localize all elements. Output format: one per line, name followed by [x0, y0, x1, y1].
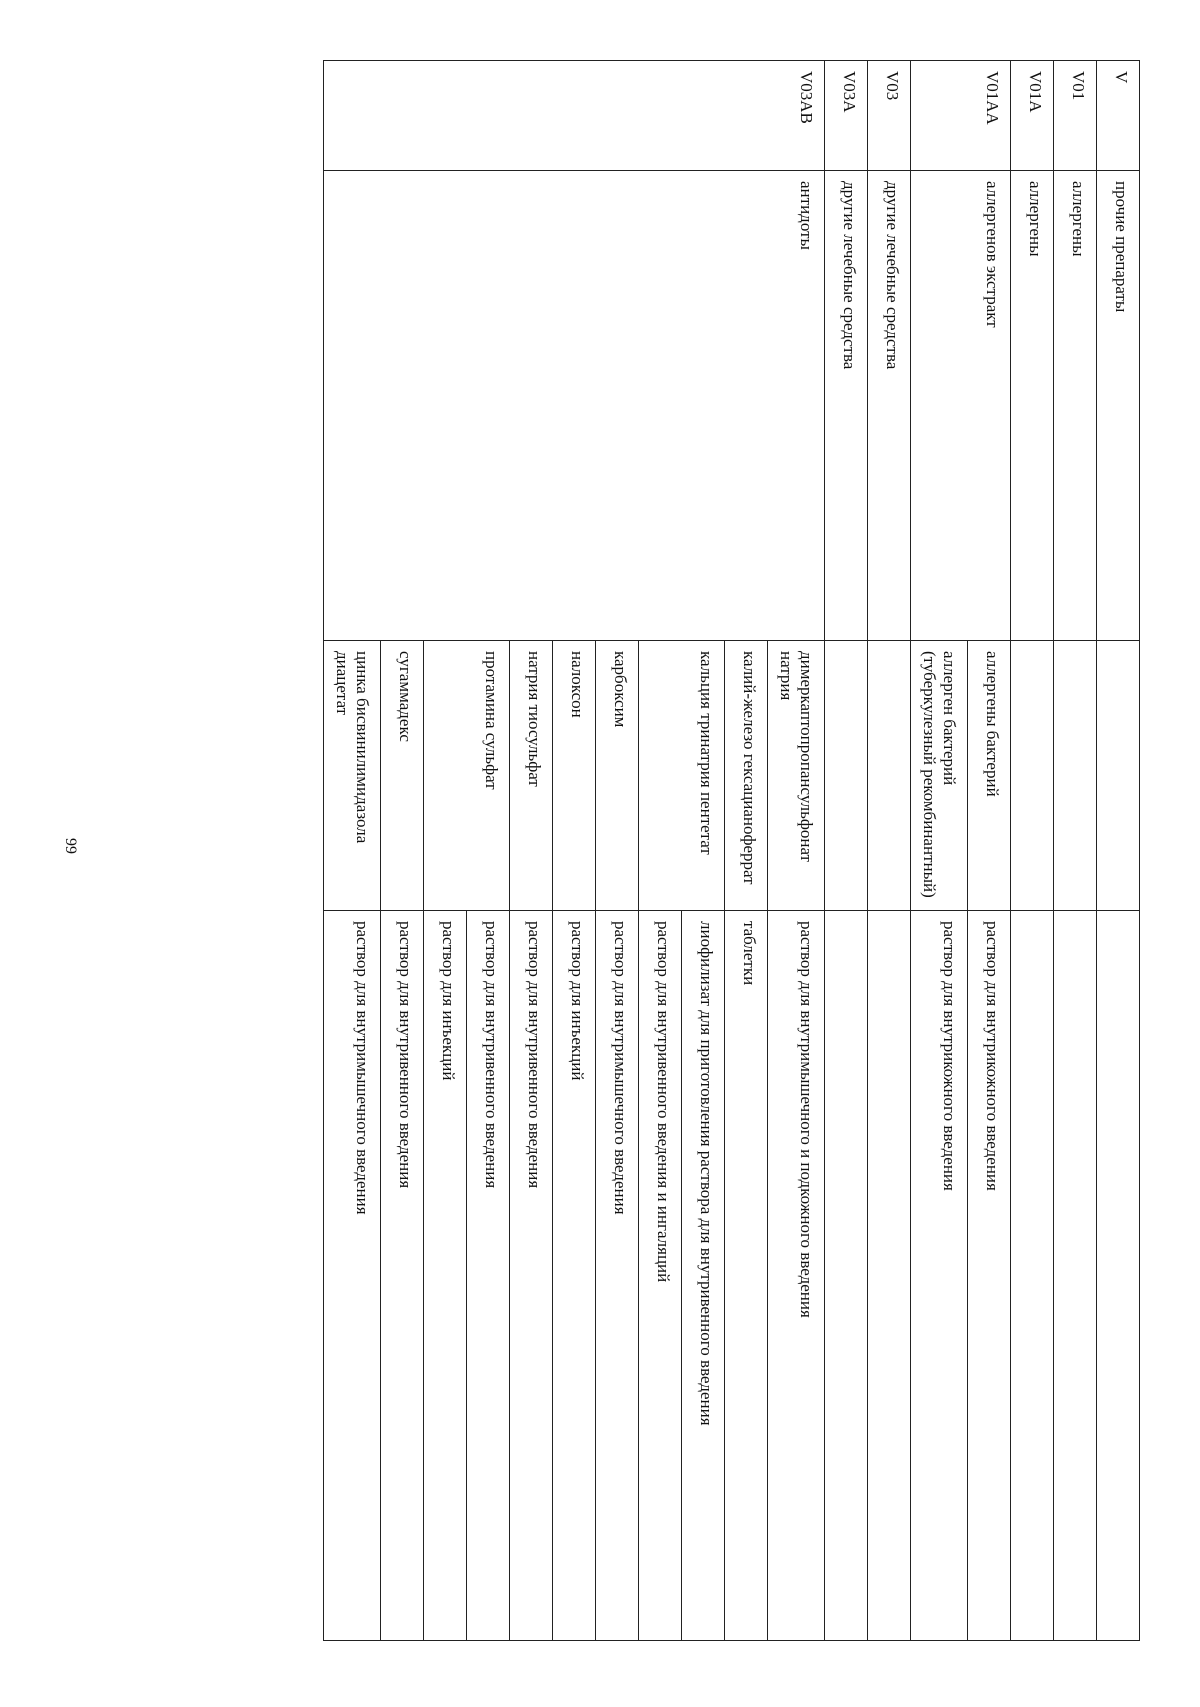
atc-code: V01AA [911, 61, 1011, 171]
drug-name: кальция тринатрия пентетат [639, 641, 725, 911]
atc-group: аллергены [1011, 171, 1054, 641]
dosage-form: лиофилизат для приготовления раствора для внутривенного введения [682, 911, 725, 1641]
dosage-form: раствор для внутривенного введения [467, 911, 510, 1641]
atc-code: V03A [825, 61, 868, 171]
table-row [1054, 61, 1097, 1641]
drug-name: аллергены бактерий [968, 641, 1011, 911]
drug-name: налоксон [553, 641, 596, 911]
dosage-form: раствор для внутрикожного введения [968, 911, 1011, 1641]
drug-name: цинка бисвинилимидазола диацетат [324, 641, 381, 911]
atc-code: V03AB [324, 61, 825, 171]
table-row [968, 61, 1011, 1641]
atc-code: V01A [1011, 61, 1054, 171]
dosage-form: раствор для внутривенного введения и ингаляций [639, 911, 682, 1641]
dosage-form: раствор для внутрикожного введения [911, 911, 968, 1641]
drug-name: аллерген бактерий (туберкулезный рекомбинантный) [911, 641, 968, 911]
atc-code: V03 [868, 61, 911, 171]
drug-table [323, 60, 1140, 1641]
table-row [768, 61, 825, 1641]
drug-name: натрия тиосульфат [510, 641, 553, 911]
dosage-form: раствор для внутривенного введения [510, 911, 553, 1641]
table-row [1097, 61, 1140, 1641]
drug-name [868, 641, 911, 911]
dosage-form: раствор для внутримышечного введения [324, 911, 381, 1641]
atc-group: прочие препараты [1097, 171, 1140, 641]
table-row [868, 61, 911, 1641]
dosage-form [868, 911, 911, 1641]
atc-group: аллергенов экстракт [911, 171, 1011, 641]
dosage-form: таблетки [725, 911, 768, 1641]
atc-group: антидоты [324, 171, 825, 641]
atc-group: другие лечебные средства [868, 171, 911, 641]
dosage-form [1054, 911, 1097, 1641]
dosage-form [825, 911, 868, 1641]
table-row [825, 61, 868, 1641]
atc-group: аллергены [1054, 171, 1097, 641]
dosage-form: раствор для внутривенного введения [381, 911, 424, 1641]
drug-name: карбоксим [596, 641, 639, 911]
drug-name [1097, 641, 1140, 911]
dosage-form: раствор для внутримышечного и подкожного введения [768, 911, 825, 1641]
atc-code: V01 [1054, 61, 1097, 171]
drug-name [1054, 641, 1097, 911]
dosage-form: раствор для внутримышечного введения [596, 911, 639, 1641]
dosage-form [1011, 911, 1054, 1641]
drug-name: димеркаптопропансульфонат натрия [768, 641, 825, 911]
drug-name: калий-железо гексацианоферрат [725, 641, 768, 911]
rotated-page [140, 60, 1140, 1640]
page-number: 99 [62, 838, 79, 854]
atc-code: V [1097, 61, 1140, 171]
dosage-form: раствор для инъекций [424, 911, 467, 1641]
drug-name [825, 641, 868, 911]
drug-name: сугаммадекс [381, 641, 424, 911]
dosage-form [1097, 911, 1140, 1641]
table-row [1011, 61, 1054, 1641]
drug-name: протамина сульфат [424, 641, 510, 911]
drug-name [1011, 641, 1054, 911]
atc-group: другие лечебные средства [825, 171, 868, 641]
dosage-form: раствор для инъекций [553, 911, 596, 1641]
